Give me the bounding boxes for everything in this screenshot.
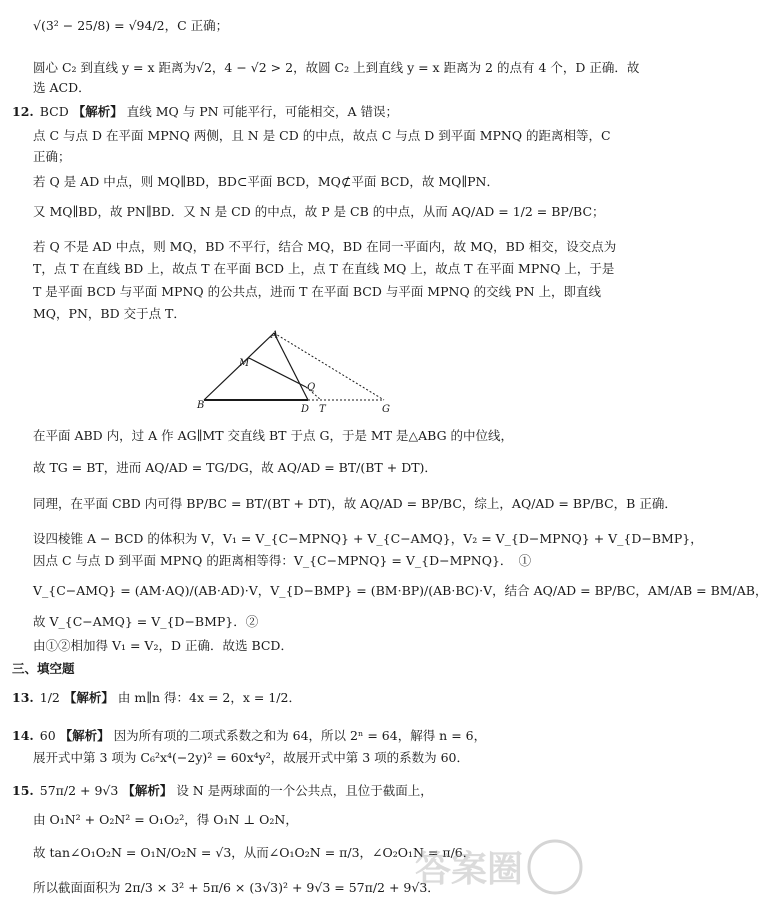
text-line: 设四棱锥 A − BCD 的体积为 V，V₁ = V_{C−MPNQ} + V_{C−AMQ}，V₂ = V_{D−MPNQ} + V_{D−BMP}，: [33, 531, 703, 546]
text-line: 又 MQ∥BD，故 PN∥BD．又 N 是 CD 的中点，故 P 是 CB 的中点，从而 AQ/AD = 1/2 = BP/BC；: [33, 204, 605, 219]
text-line: V_{C−AMQ} = (AM·AQ)/(AB·AD)·V，V_{D−BMP} = (BM·BP)/(AB·BC)·V，结合 AQ/AD = BP/BC，AM/AB = BM/AB，: [33, 583, 767, 598]
q14-answer: 60: [39, 728, 56, 743]
label-D: D: [301, 404, 310, 415]
text-line: 故 TG = BT，进而 AQ/AD = TG/DG，故 AQ/AD = BT/(BT + DT)．: [33, 460, 437, 475]
q13-answer: 1/2: [39, 690, 60, 705]
q12-analysis-tag: 【解析】: [72, 104, 123, 119]
text-line: 在平面 ABD 内，过 A 作 AG∥MT 交直线 BT 于点 G，于是 MT 是△ABG 的中位线，: [33, 428, 514, 443]
text-line: T 是平面 BCD 与平面 MPNQ 的公共点，进而 T 在平面 BCD 与平面 MPNQ 的交线 PN 上，即直线: [33, 284, 601, 299]
text-line: 所以截面面积为 2π/3 × 3² + 5π/6 × (3√3)² + 9√3 = 57π/2 + 9√3．: [33, 880, 440, 895]
text-line: 选 ACD．: [33, 80, 91, 95]
text-line: 圆心 C₂ 到直线 y = x 距离为√2，4 − √2 > 2，故圆 C₂ 上到直线 y = x 距离为 2 的点有 4 个，D 正确．故: [33, 60, 640, 75]
text-line: T，点 T 在直线 BD 上，故点 T 在平面 BCD 上，点 T 在直线 MQ 上，故点 T 在平面 MPNQ 上，于是: [33, 261, 615, 276]
q14-analysis-tag: 【解析】: [59, 728, 110, 743]
text-line: 直线 MQ 与 PN 可能平行，可能相交，A 错误；: [126, 104, 399, 119]
label-A: A: [271, 330, 279, 341]
text-line: MQ，PN，BD 交于点 T．: [33, 306, 186, 321]
q15-number: 15.: [12, 783, 34, 798]
text-line: 若 Q 不是 AD 中点，则 MQ，BD 不平行，结合 MQ，BD 在同一平面内，故 MQ，BD 相交，设交点为: [33, 239, 617, 254]
q12-answer: BCD: [39, 104, 69, 119]
q13-analysis-tag: 【解析】: [63, 690, 114, 705]
watermark-circle: [529, 841, 581, 893]
text-line: 同理，在平面 CBD 内可得 BP/BC = BT/(BT + DT)，故 AQ/AD = BP/BC，综上，AQ/AD = BP/BC，B 正确．: [33, 496, 677, 511]
text-line: 若 Q 是 AD 中点，则 MQ∥BD，BD⊂平面 BCD，MQ⊄平面 BCD，故 MQ∥PN．: [33, 174, 499, 189]
text-line: 故 V_{C−AMQ} = V_{D−BMP}．②: [33, 614, 259, 629]
text-line: 故 tan∠O₁O₂N = O₁N/O₂N = √3，从而∠O₁O₂N = π/3，∠O₂O₁N = π/6．: [33, 845, 476, 860]
text-line: 设 N 是两球面的一个公共点，且位于截面上，: [176, 783, 433, 798]
geometry-diagram: [195, 328, 395, 420]
q15-header: [12, 783, 601, 799]
text-line: 展开式中第 3 项为 C₆²x⁴(−2y)² = 60x⁴y²，故展开式中第 3 项的系数为 60．: [33, 750, 470, 765]
text-line: 因为所有项的二项式系数之和为 64，所以 2ⁿ = 64，解得 n = 6，: [113, 728, 487, 743]
text-line: 因点 C 与点 D 到平面 MPNQ 的距离相等得：V_{C−MPNQ} = V_{D−MPNQ}． ①: [33, 553, 532, 568]
q13-number: 13.: [12, 690, 34, 705]
text-line: 由 O₁N² + O₂N² = O₁O₂²，得 O₁N ⊥ O₂N，: [33, 812, 298, 827]
q14-number: 14.: [12, 728, 34, 743]
q12-number: 12.: [12, 104, 34, 119]
label-B: B: [197, 400, 205, 411]
section-title: 三、填空题: [12, 661, 75, 676]
label-T: T: [319, 404, 326, 415]
label-Q: Q: [307, 382, 316, 393]
watermark-text: 答案圈: [415, 849, 524, 890]
q12-header: [12, 104, 601, 120]
label-M: M: [239, 358, 250, 369]
edge-AD: [274, 333, 308, 400]
text-line: √(3² − 25/8) = √94/2，C 正确；: [33, 18, 229, 33]
q13-header: [12, 690, 601, 706]
text-line: 正确；: [33, 149, 71, 164]
q15-analysis-tag: 【解析】: [122, 783, 173, 798]
q14-header: [12, 728, 601, 744]
q15-answer: 57π/2 + 9√3: [39, 783, 119, 798]
watermark-logo: [405, 835, 595, 905]
segment-MQ: [249, 358, 306, 387]
text-line: 由①②相加得 V₁ = V₂，D 正确．故选 BCD．: [33, 638, 293, 653]
text-line: 由 m∥n 得：4x = 2，x = 1/2．: [117, 690, 301, 705]
label-G: G: [382, 404, 390, 415]
text-line: 点 C 与点 D 在平面 MPNQ 两侧，且 N 是 CD 的中点，故点 C 与点 D 到平面 MPNQ 的距离相等，C: [33, 128, 611, 143]
